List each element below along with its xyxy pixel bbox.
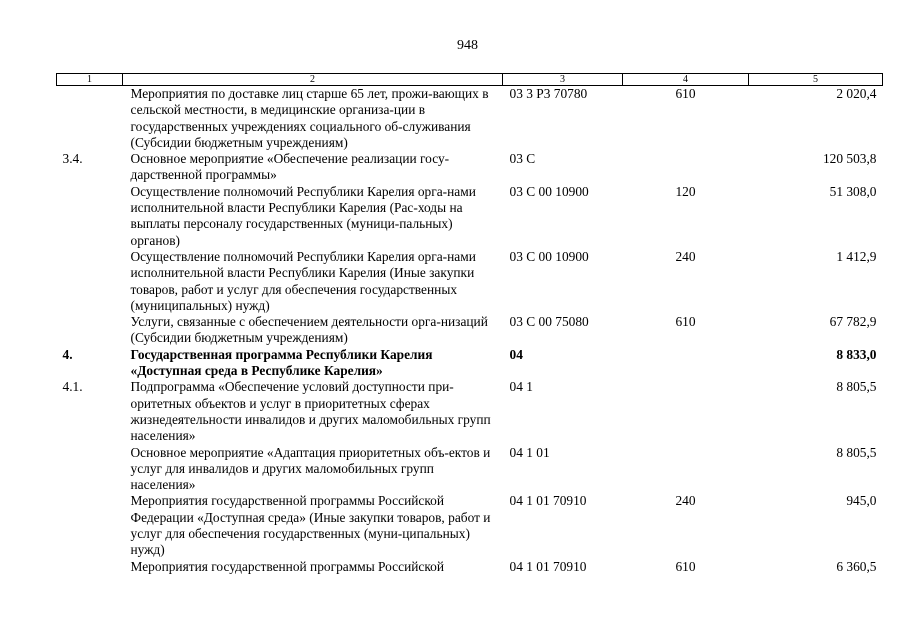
cell-name: Основное мероприятие «Адаптация приоритетных объ-ектов и услуг для инвалидов и других маломобильных групп населения» (130, 444, 491, 493)
cell-sum: 8 805,5 (836, 444, 877, 460)
table-row (57, 347, 883, 380)
cell-vr: 240 (675, 493, 696, 509)
table-row (57, 559, 883, 575)
cell-code: 03 С 00 10900 (509, 183, 589, 199)
cell-name: Государственная программа Республики Карелия «Доступная среда в Республике Карелия» (130, 346, 433, 379)
cell-code: 03 С (509, 151, 536, 167)
cell-code: 03 С 00 75080 (509, 314, 589, 330)
header-col-1: 1 (57, 74, 123, 86)
table-row (57, 86, 883, 152)
cell-vr (623, 347, 749, 380)
cell-num: 4. (62, 346, 73, 362)
cell-vr: 120 (675, 183, 696, 199)
cell-sum: 51 308,0 (829, 183, 877, 199)
table-row (57, 249, 883, 314)
cell-code: 04 1 01 70910 (509, 493, 587, 509)
cell-sum: 2 020,4 (836, 86, 877, 101)
cell-vr: 610 (675, 86, 696, 101)
header-col-5: 5 (749, 74, 883, 86)
budget-table (56, 73, 883, 575)
cell-code: 04 (509, 346, 523, 362)
cell-sum: 8 833,0 (836, 346, 877, 362)
cell-name: Осуществление полномочий Республики Карелия орга-нами исполнительной власти Республики Карелия (Иные закупки товаров, работ и услуг для обеспечения государственных (муниципальных) нужд) (130, 248, 476, 313)
cell-code: 03 3 P3 70780 (509, 86, 588, 101)
cell-sum: 6 360,5 (836, 558, 877, 574)
table-row (57, 184, 883, 249)
header-col-4: 4 (623, 74, 749, 86)
cell-name: Услуги, связанные с обеспечением деятельности орга-низаций (Субсидии бюджетным учреждениям) (130, 314, 488, 346)
cell-sum: 945,0 (846, 493, 877, 509)
cell-sum: 120 503,8 (822, 151, 877, 167)
cell-sum: 1 412,9 (836, 248, 877, 264)
cell-code: 03 С 00 10900 (509, 248, 589, 264)
cell-num (57, 86, 123, 152)
cell-name: Осуществление полномочий Республики Карелия орга-нами исполнительной власти Республики Карелия (Рас-ходы на выплаты персоналу государственных (муници-пальных) органов) (130, 183, 476, 248)
cell-num (57, 445, 123, 494)
cell-sum: 8 805,5 (836, 379, 877, 395)
table-row (57, 379, 883, 444)
cell-name: Основное мероприятие «Обеспечение реализации госу-дарственной программы» (130, 151, 450, 183)
cell-name: Подпрограмма «Обеспечение условий доступности при-оритетных объектов и услуг в приоритетных сферах жизнедеятельности инвалидов и других маломобильных групп населения» (130, 379, 491, 444)
cell-vr (623, 379, 749, 444)
cell-vr: 610 (675, 314, 696, 330)
cell-vr (623, 151, 749, 184)
cell-num (57, 184, 123, 249)
table-header (57, 74, 883, 86)
cell-num (57, 314, 123, 347)
cell-sum: 67 782,9 (829, 314, 877, 330)
cell-name: Мероприятия государственной программы Российской (130, 558, 445, 574)
cell-num (57, 493, 123, 558)
cell-num (57, 559, 123, 575)
header-col-3: 3 (503, 74, 623, 86)
cell-num (57, 249, 123, 314)
page-number: 948 (457, 38, 478, 53)
cell-vr (623, 445, 749, 494)
cell-code: 04 1 01 70910 (509, 558, 587, 574)
table-row (57, 445, 883, 494)
header-col-2: 2 (123, 74, 503, 86)
cell-vr: 610 (675, 558, 696, 574)
cell-num: 3.4. (62, 151, 83, 167)
cell-num: 4.1. (62, 379, 83, 395)
table-body (57, 86, 883, 575)
table-row (57, 314, 883, 347)
cell-vr: 240 (675, 248, 696, 264)
table-row (57, 151, 883, 184)
cell-name: Мероприятия государственной программы Российской Федерации «Доступная среда» (Иные закупки товаров, работ и услуг для обеспечения государственных (муни-ципальных) нужд) (130, 493, 491, 558)
cell-name: Мероприятия по доставке лиц старше 65 лет, прожи-вающих в сельской местности, в медицинские организа-ции в государственных учреждениях социального об-служивания (Субсидии бюджетным учреждениям) (130, 86, 489, 150)
cell-code: 04 1 01 (509, 444, 550, 460)
table-row (57, 493, 883, 558)
cell-code: 04 1 (509, 379, 533, 395)
